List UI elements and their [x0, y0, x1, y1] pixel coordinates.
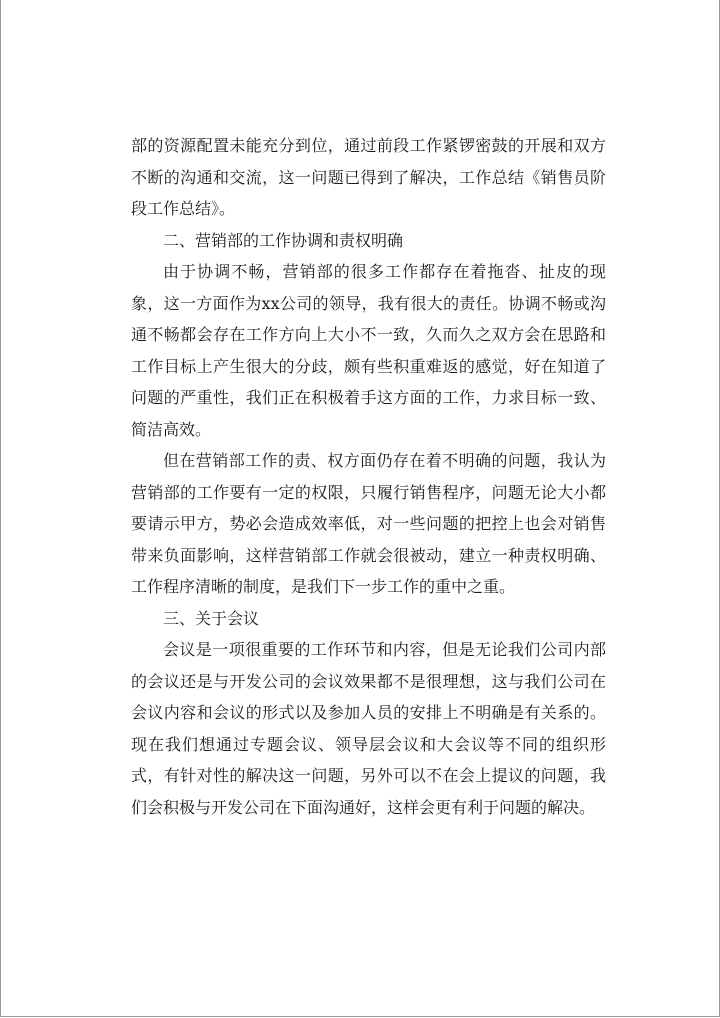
section-heading-3: 三、关于会议 — [163, 608, 260, 628]
paragraph-continuation: 部的资源配置未能充分到位，通过前段工作紧锣密鼓的开展和双方不断的沟通和交流，这一问题已得到了解决，工作总结《销售员阶段工作总结》。 — [131, 136, 606, 218]
paragraph-coordination: 由于协调不畅，营销部的很多工作都存在着拖沓、扯皮的现象，这一方面作为xx公司的领导，我有很大的责任。协调不畅或沟通不畅都会存在工作方向上大小不一致，久而久之双方会在思路和工作目标上产生很大的分歧，颇有些积重难返的感觉，好在知道了问题的严重性，我们正在积极着手这方面的工作，力求目标一致、简洁高效。 — [131, 262, 606, 439]
paragraph-responsibility: 但在营销部工作的责、权方面仍存在着不明确的问题，我认为营销部的工作要有一定的权限，只履行销售程序，问题无论大小都要请示甲方，势必会造成效率低，对一些问题的把控上也会对销售带来负面影响，这样营销部工作就会很被动，建立一种责权明确、工作程序清晰的制度，是我们下一步工作的重中之重。 — [131, 451, 606, 596]
section-heading-2: 二、营销部的工作协调和责权明确 — [163, 230, 404, 250]
document-body — [131, 130, 606, 823]
paragraph-meetings: 会议是一项很重要的工作环节和内容，但是无论我们公司内部的会议还是与开发公司的会议效果都不是很理想，这与我们公司在会议内容和会议的形式以及参加人员的安排上不明确是有关系的。现在我们想通过专题会议、领导层会议和大会议等不同的组织形式，有针对性的解决这一问题，另外可以不在会上提议的问题，我们会积极与开发公司在下面沟通好，这样会更有利于问题的解决。 — [131, 640, 606, 817]
